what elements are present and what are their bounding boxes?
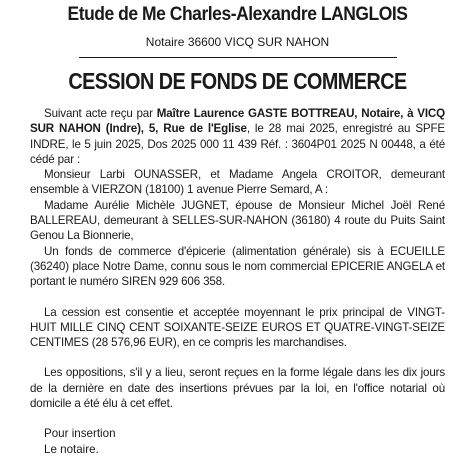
divider-rule <box>79 57 397 58</box>
deed-paragraph <box>30 106 445 167</box>
closing-line-insertion: Pour insertion <box>44 427 116 441</box>
closing-line-notary: Le notaire. <box>44 442 99 456</box>
deed-notary: Maître Laurence GASTE BOTTREAU, Notaire, à VICQ SUR NAHON (Indre), 5, Rue de l'Eglise <box>30 107 445 136</box>
deed-details: , le 28 mai 2025, enregistré au SPFE INDRE, le 5 juin 2025, Dos 2025 000 11 439 Réf. : 3604P01 2025 N 00448, a été cédé par : <box>30 122 445 166</box>
oppositions-paragraph: Les oppositions, s'il y a lieu, seront reçues en la forme légale dans les dix jours de la dernière en date des insertions prévues par la loi, en l'office notarial où domicile a été élu à cet effet. <box>30 366 445 411</box>
office-name: Etude de Me Charles-Alexandre LANGLOIS <box>67 4 408 25</box>
deed-intro: Suivant acte reçu par <box>44 107 157 120</box>
price-paragraph: La cession est consentie et acceptée moyennant le prix principal de VINGT-HUIT MILLE CINQ CENT SOIXANTE-SEIZE EUROS ET QUATRE-VINGT-SEIZE CENTIMES (28 576,96 EUR), en ce compris les marchandises. <box>30 305 445 350</box>
notice-title: CESSION DE FONDS DE COMMERCE <box>68 68 407 94</box>
seller-paragraph: Monsieur Larbi OUNASSER, et Madame Angela CROITOR, demeurant ensemble à VIERZON (18100) 1 avenue Pierre Semard, A : <box>30 168 445 197</box>
business-paragraph: Un fonds de commerce d'épicerie (alimentation générale) sis à ECUEILLE (36240) place Notre Dame, connu sous le nom commercial EPICERIE ANGELA et portant le numéro SIREN 929 606 358. <box>30 244 445 289</box>
notice-body <box>30 106 445 411</box>
notary-location: Notaire 36600 VICQ SUR NAHON <box>145 35 330 49</box>
buyer-paragraph: Madame Aurélie Michèle JUGNET, épouse de Monsieur Michel Joël René BALLEREAU, demeurant à SELLES-SUR-NAHON (36180) 4 route du Puits Saint Genou La Bionnerie, <box>30 198 445 243</box>
closing-block <box>30 426 445 457</box>
